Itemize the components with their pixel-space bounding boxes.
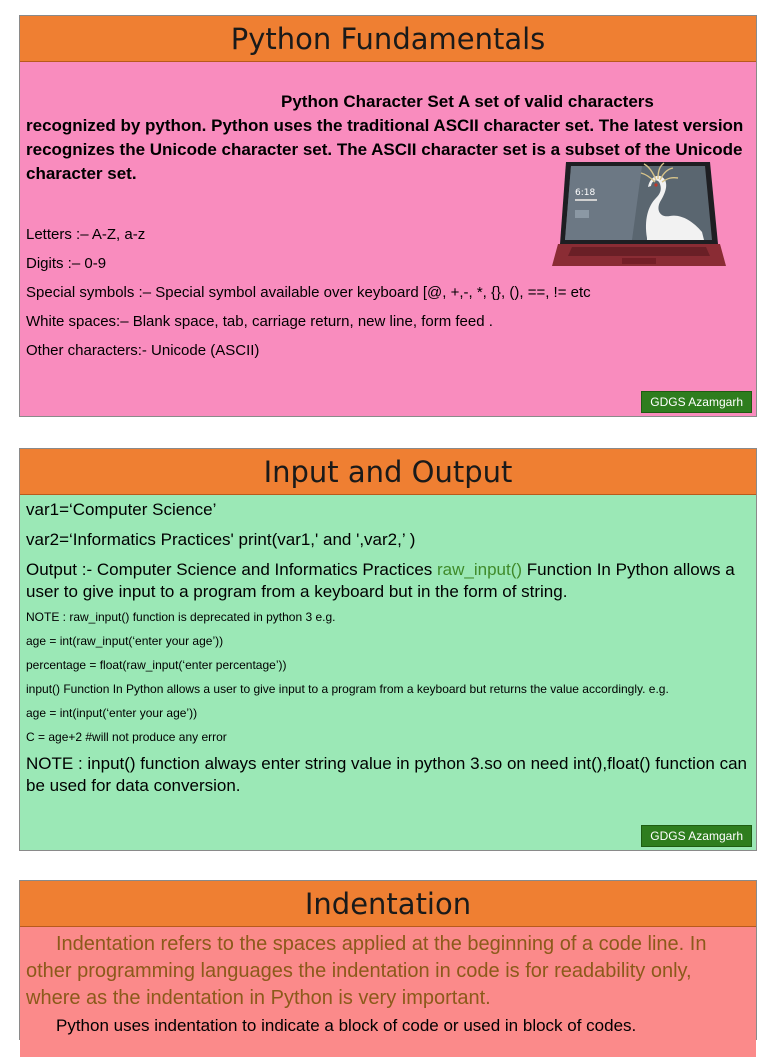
footer-badge: GDGS Azamgarh bbox=[641, 825, 752, 847]
final-note: NOTE : input() function always enter string value in python 3.so on need int(),float() function can be used for data conversion. bbox=[26, 754, 747, 795]
output-suffix: Function In Python allows a user to give input to a program from a keyboard but in the form of string. bbox=[26, 560, 735, 601]
output-paragraph bbox=[26, 559, 750, 603]
laptop-clock: 6:18 bbox=[575, 188, 596, 198]
note-line: NOTE : raw_input() function is deprecated in python 3 e.g. bbox=[26, 610, 336, 624]
list-item: Letters :– A-Z, a-z bbox=[26, 226, 146, 243]
list-item: Special symbols :– Special symbol available over keyboard [@, +,-, *, {}, (), ==, != etc bbox=[26, 284, 591, 301]
code-line-var2: var2=‘Informatics Practices' print(var1,' and ',var2,’ ) bbox=[26, 530, 416, 549]
slide-title: Indentation bbox=[20, 881, 756, 927]
slide-title: Python Fundamentals bbox=[20, 16, 756, 62]
slide-body bbox=[20, 495, 756, 850]
note-line: C = age+2 #will not produce any error bbox=[26, 730, 227, 744]
list-item: White spaces:– Blank space, tab, carriage return, new line, form feed . bbox=[26, 313, 493, 330]
code-line-var1: var1=‘Computer Science’ bbox=[26, 500, 217, 519]
list-item: Other characters:- Unicode (ASCII) bbox=[26, 342, 260, 359]
indentation-paragraph-2: Python uses indentation to indicate a block of code or used in block of codes. bbox=[56, 1016, 637, 1035]
note-line: input() Function In Python allows a user to give input to a program from a keyboard but returns the value accordingly. e.g. bbox=[26, 682, 669, 696]
note-line: percentage = float(raw_input(‘enter percentage’)) bbox=[26, 658, 287, 672]
list-item: Digits :– 0-9 bbox=[26, 255, 107, 272]
laptop-image bbox=[552, 160, 726, 270]
slide-python-fundamentals bbox=[19, 15, 757, 417]
output-prefix: Output :- Computer Science and Informatics Practices bbox=[26, 560, 438, 579]
footer-badge: GDGS Azamgarh bbox=[641, 391, 752, 413]
indentation-paragraph: Indentation refers to the spaces applied at the beginning of a code line. In other programming languages the indentation in code is for readability only, where as the indentation in Python is very important. bbox=[26, 933, 707, 1009]
note-line: age = int(input(‘enter your age’)) bbox=[26, 706, 198, 720]
character-set-heading: Python Character Set A set of valid characters recognized by python. Python uses the traditional ASCII character set. The latest version recognizes the Unicode character set. The ASCII character set is a subset of the Unicode character set. bbox=[26, 92, 744, 183]
note-line: age = int(raw_input(‘enter your age’)) bbox=[26, 634, 224, 648]
slide-title: Input and Output bbox=[20, 449, 756, 495]
slide-body bbox=[20, 62, 756, 416]
slide-input-output bbox=[19, 448, 757, 851]
slide-body bbox=[20, 927, 756, 1057]
raw-input-func: raw_input() bbox=[437, 560, 523, 579]
slide-indentation bbox=[19, 880, 757, 1040]
